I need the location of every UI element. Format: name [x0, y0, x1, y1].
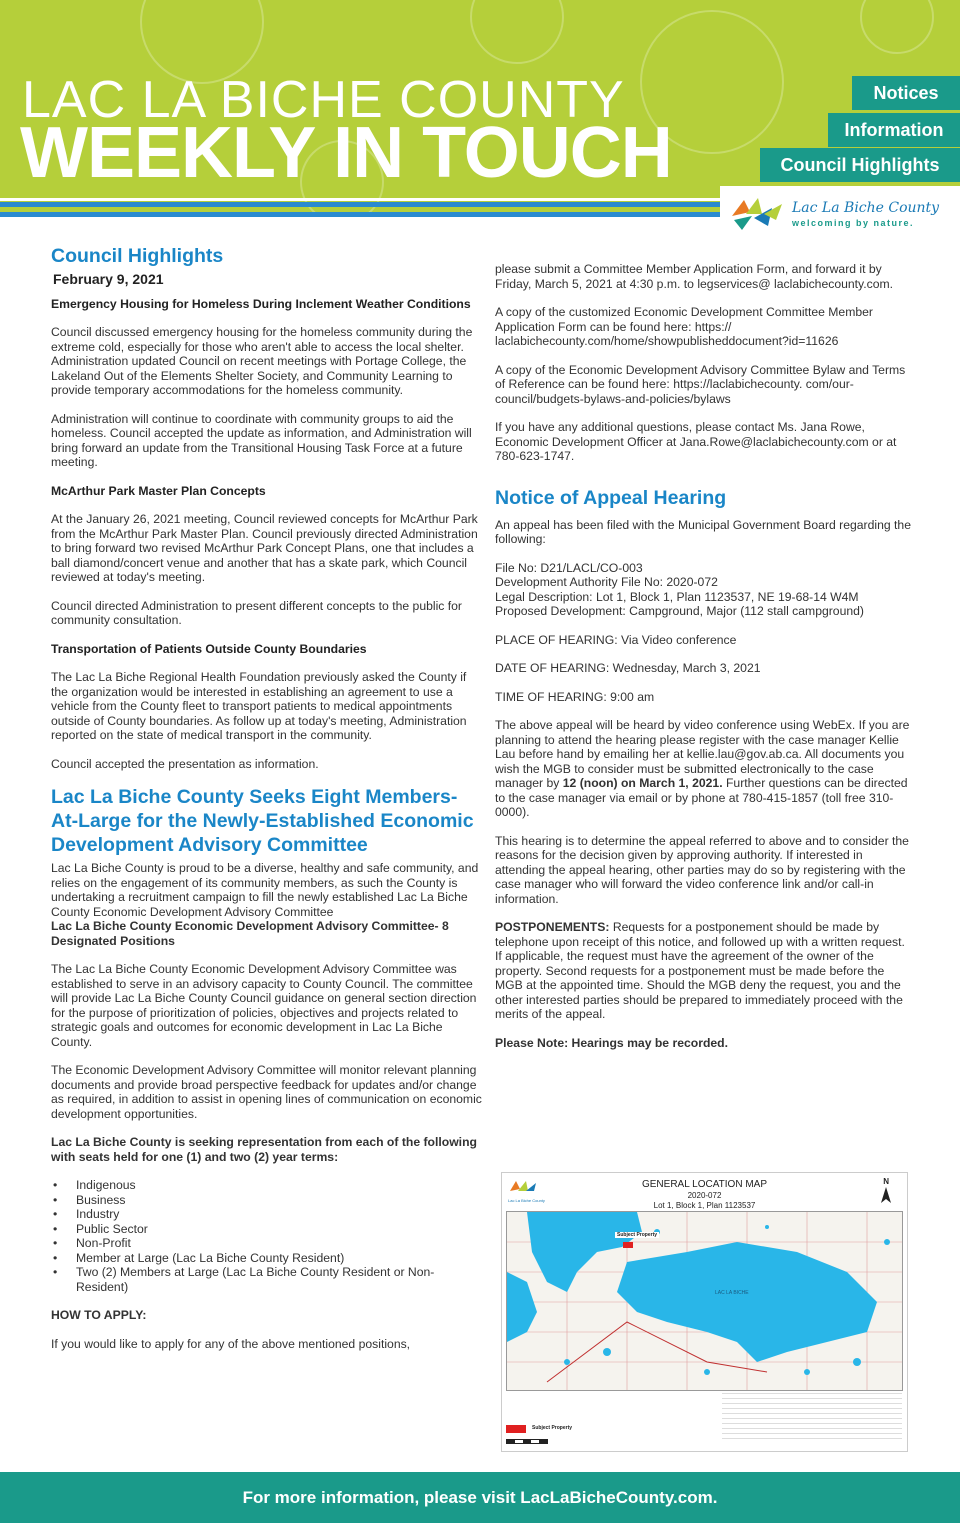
map-file-number: 2020-072	[687, 1191, 722, 1200]
map-disclaimer-block	[722, 1393, 902, 1441]
map-title: GENERAL LOCATION MAP	[641, 1179, 768, 1190]
north-arrow-label: N	[883, 1177, 889, 1186]
general-location-map	[501, 1172, 908, 1452]
right-column	[495, 262, 913, 1064]
postponements-paragraph: POSTPONEMENTS: Requests for a postponement should be made by telephone upon receipt of this notice, and followed up with a written request. If applicable, the request must have the agreement of the owner of the property. Second requests for a postponement must be made before the MGB at the appointed time. Should the MGB deny the request, you and the other interested parties should be prepared to immediately proceed with the merits of the appeal.	[495, 920, 905, 1021]
masthead-weekly-title: WEEKLY IN TOUCH	[20, 113, 672, 193]
development-file-number: Development Authority File No: 2020-072	[495, 575, 718, 589]
proposed-development: Proposed Development: Campground, Major (112 stall campground)	[495, 604, 864, 618]
list-item: • Public Sector	[51, 1222, 483, 1237]
county-logo-icon	[728, 194, 788, 234]
footer-banner: For more information, please visit LacLaBicheCounty.com.	[0, 1472, 960, 1523]
subhead-emergency-housing: Emergency Housing for Homeless During Inclement Weather Conditions	[51, 296, 471, 311]
appeal-heading: Notice of Appeal Hearing	[495, 486, 727, 509]
decorative-circle	[860, 0, 934, 54]
time-of-hearing: TIME OF HEARING: 9:00 am	[495, 689, 655, 704]
list-item: • Non-Profit	[51, 1236, 483, 1251]
legal-description: Legal Description: Lot 1, Block 1, Plan 1123537, NE 19-68-14 W4M	[495, 589, 859, 604]
council-highlights-heading: Council Highlights	[51, 245, 224, 267]
how-to-apply-label: HOW TO APPLY:	[51, 1308, 147, 1322]
paragraph: A copy of the customized Economic Development Committee Member Application Form can be found here: https:// laclabichecounty.com/home/showpublisheddocument?id=11626	[495, 305, 873, 348]
paragraph: The Lac La Biche Regional Health Foundation previously asked the County if the organization would be interested in establishing an agreement to use a vehicle from the County fleet to transport patients to medical appointments outside of County boundaries. As follow up at today's meeting, Administration reported on the state of medical transport in the community.	[51, 670, 467, 742]
meeting-date: February 9, 2021	[53, 271, 164, 287]
map-legal-description: Lot 1, Block 1, Plan 1123537	[653, 1201, 756, 1210]
map-area	[506, 1211, 903, 1391]
list-item: • Indigenous	[51, 1178, 483, 1193]
paragraph: please submit a Committee Member Application Form, and forward it by Friday, March 5, 2021 at 4:30 p.m. to legservices@ laclabichecounty.com.	[495, 262, 894, 291]
subhead-transportation: Transportation of Patients Outside County Boundaries	[51, 641, 367, 656]
map-logo: Lac La Biche County	[508, 1179, 542, 1201]
list-item: • Member at Large (Lac La Biche County Resident)	[51, 1251, 483, 1266]
lake-map-drawing	[507, 1212, 902, 1390]
north-arrow-icon	[881, 1187, 891, 1203]
paragraph: If you would like to apply for any of the above mentioned positions,	[51, 1336, 411, 1351]
left-column	[51, 244, 483, 1365]
lake-label: LAC LA BICHE	[715, 1290, 749, 1296]
tag-notices: Notices	[852, 76, 960, 110]
scale-bar	[506, 1439, 548, 1444]
committee-heading: Lac La Biche County Seeks Eight Members-At-Large for the Newly-Established Economic Development Advisory Committee	[51, 786, 474, 856]
tag-information: Information	[828, 113, 960, 147]
list-item: • Industry	[51, 1207, 483, 1222]
stripe-white	[0, 198, 722, 201]
decorative-circle	[470, 0, 564, 64]
paragraph: The Lac La Biche County Economic Development Advisory Committee was established to serve in an advisory capacity to County Council. The committee will provide Lac La Biche County Council guidance on general section direction for the purpose of prioritization of policies, objectives and projects related to strategic goals and outcomes for economic development in Lac La Biche County.	[51, 962, 477, 1049]
logo-tagline: welcoming by nature.	[792, 218, 915, 228]
paragraph: Administration will continue to coordinate with community groups to aid the homeless. Council accepted the update as information, and Administration will bring forward an update from the Transitional Housing Task Force at a future meeting.	[51, 411, 472, 469]
legend-swatch	[506, 1425, 526, 1433]
paragraph: The above appeal will be heard by video conference using WebEx. If you are planning to attend the hearing please register with the case manager Kellie Lau before hand by emailing her at kellie.lau@gov.ab.ca. All documents you wish the MGB to consider must be submitted electronically to the case manager by 12 (noon) on March 1, 2021. Further questions can be directed to the case manager via email or by phone at 780-415-1857 (toll free 310-0000).	[495, 718, 910, 819]
date-of-hearing: DATE OF HEARING: Wednesday, March 3, 2021	[495, 661, 761, 675]
stripe-blue-top	[0, 202, 722, 207]
masthead-county-title: LAC LA BICHE COUNTY	[22, 71, 625, 129]
positions-list	[51, 1178, 483, 1294]
paragraph-bold: Lac La Biche County Economic Development Advisory Committee- 8 Designated Positions	[51, 919, 449, 948]
list-item: • Business	[51, 1193, 483, 1208]
legend-label: Subject Property	[532, 1425, 573, 1431]
subhead-mcarthur-park: McArthur Park Master Plan Concepts	[51, 483, 266, 498]
paragraph: If you have any additional questions, please contact Ms. Jana Rowe, Economic Development Officer at Jana.Rowe@laclabichecounty.com or at 780-623-1747.	[495, 420, 897, 463]
recording-note: Please Note: Hearings may be recorded.	[495, 1035, 729, 1050]
county-logo	[720, 186, 960, 240]
paragraph: Council accepted the presentation as information.	[51, 756, 319, 771]
logo-name: Lac La Biche County	[792, 200, 940, 216]
paragraph: An appeal has been filed with the Municipal Government Board regarding the following:	[495, 517, 911, 546]
list-item: • Two (2) Members at Large (Lac La Biche County Resident or Non-Resident)	[51, 1265, 483, 1294]
paragraph: The Economic Development Advisory Committee will monitor relevant planning documents and provide broad perspective feedback for updates and/or change as required, in addition to assist in opening lines of communication on economic development opportunities.	[51, 1063, 482, 1121]
paragraph-bold: Lac La Biche County is seeking representation from each of the following with seats held for one (1) and two (2) year terms:	[51, 1135, 477, 1164]
paragraph: This hearing is to determine the appeal referred to above and to consider the reasons for the decision given by approving authority. If interested in attending the appeal hearing, other parties may do so by registering with the case manager who will forward the video conference link and/or call-in information.	[495, 833, 909, 906]
place-of-hearing: PLACE OF HEARING: Via Video conference	[495, 632, 737, 647]
paragraph: Council discussed emergency housing for the homeless community during the extreme cold, especially for those who aren't able to access the local shelter. Administration updated Council on recent meetings with Portage College, the Lakeland Out of the Elements Shelter Society, and Community Learning to provide temporary accommodations for the homeless community.	[51, 325, 473, 397]
tag-council-highlights: Council Highlights	[760, 148, 960, 182]
paragraph: Council directed Administration to present different concepts to the public for community consultation.	[51, 598, 462, 627]
paragraph: At the January 26, 2021 meeting, Council reviewed concepts for McArthur Park from the McArthur Park Master Plan. Council previously directed Administration to bring forward two revised McArthur Park Concept Plans, one that includes a ball diamond/concert venue and another that has a skate park, which Council reviewed at today's meeting.	[51, 512, 478, 584]
subject-property-label: Subject Property	[617, 1232, 658, 1238]
paragraph: A copy of the Economic Development Advisory Committee Bylaw and Terms of Reference can be found here: https://laclabichecounty. com/our-council/budgets-bylaws-and-policies/bylaws	[495, 362, 906, 406]
file-number: File No: D21/LACL/CO-003	[495, 560, 643, 575]
paragraph: Lac La Biche County is proud to be a diverse, healthy and safe community, and relies on the engagement of its community members, as such the County is undertaking a recruitment campaign to fill the newly established Lac La Biche County Economic Development Advisory Committee	[51, 861, 479, 919]
header-gap	[0, 217, 722, 240]
